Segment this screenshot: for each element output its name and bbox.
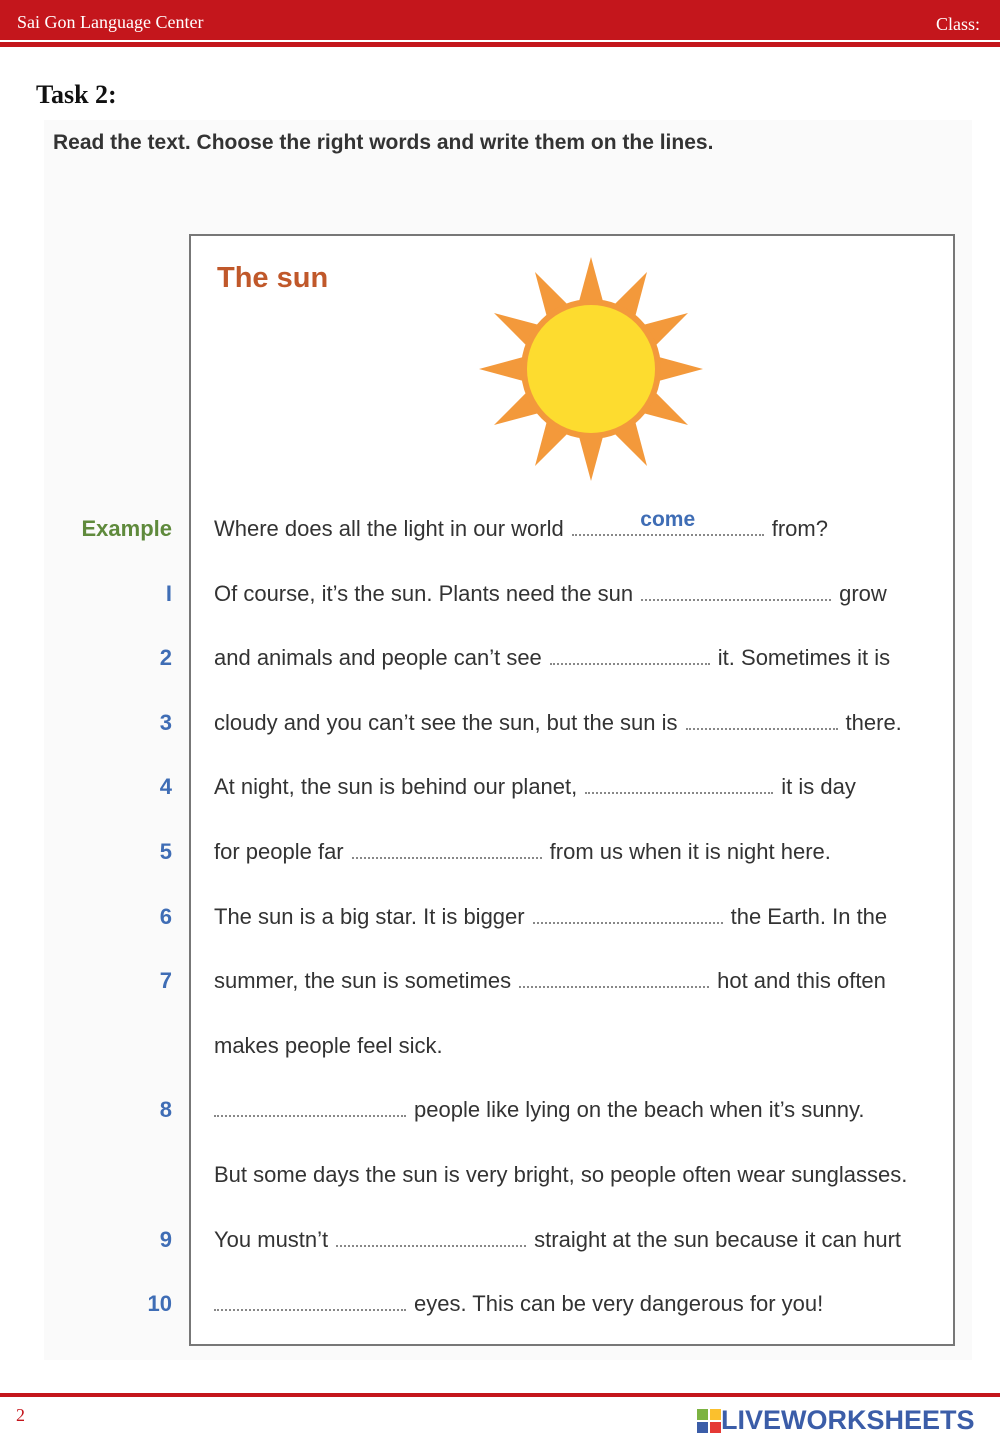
school-name: Sai Gon Language Center (17, 12, 204, 32)
line-number: 8 (159, 1097, 172, 1123)
answer-blank[interactable] (533, 904, 723, 924)
answer-blank[interactable] (214, 1291, 406, 1311)
text-after-gap: it. Sometimes it is (717, 645, 891, 671)
text-after-gap: hot and this often (717, 968, 886, 994)
text-after-gap: the Earth. In the (730, 903, 888, 929)
line-number: 7 (159, 968, 172, 994)
answer-blank[interactable] (585, 774, 773, 794)
text-after-gap: from? (771, 516, 828, 541)
line-text (214, 1162, 907, 1188)
answer-blank[interactable] (336, 1227, 526, 1247)
line-number: 10 (147, 1291, 172, 1317)
passage-line (0, 896, 1000, 936)
text-after-gap: people like lying on the beach when it’s sunny. (414, 1097, 865, 1123)
line-text (214, 1291, 823, 1317)
line-text (214, 508, 828, 542)
line-text (214, 968, 886, 994)
liveworksheets-logo-icon (697, 1409, 721, 1433)
line-text (214, 774, 856, 800)
passage-title: The sun (217, 262, 329, 294)
line-text (214, 1227, 901, 1253)
answer-blank[interactable] (641, 581, 831, 601)
passage-line (0, 508, 1000, 548)
text-before-gap: Of course, it’s the sun. Plants need the sun (214, 580, 634, 606)
line-number: 6 (159, 903, 172, 929)
text-before-gap: But some days the sun is very bright, so people often wear sunglasses. (214, 1162, 908, 1187)
passage-line (0, 1219, 1000, 1259)
passage-line (0, 1283, 1000, 1323)
text-before-gap: makes people feel sick. (214, 1032, 443, 1058)
page-header (0, 0, 1000, 40)
text-after-gap: eyes. This can be very dangerous for you! (414, 1291, 824, 1317)
passage-line (0, 1025, 1000, 1065)
text-after-gap: straight at the sun because it can hurt (534, 1226, 902, 1252)
line-number: 2 (159, 645, 172, 671)
line-text (214, 1033, 443, 1059)
text-before-gap: summer, the sun is sometimes (214, 968, 512, 994)
passage-line (0, 1154, 1000, 1194)
line-text (214, 839, 831, 865)
example-label: Example (81, 516, 172, 541)
line-number: 3 (159, 709, 172, 735)
page-number: 2 (16, 1405, 25, 1425)
passage-line (0, 637, 1000, 677)
text-before-gap: for people far (214, 839, 344, 864)
line-number: I (165, 580, 172, 606)
task-title: Task 2: (36, 80, 117, 109)
text-before-gap: At night, the sun is behind our planet, (214, 774, 578, 800)
text-after-gap: grow (839, 580, 887, 606)
header-divider (0, 42, 1000, 47)
passage-line (0, 960, 1000, 1000)
answer-blank[interactable] (686, 710, 838, 730)
line-text (214, 645, 890, 671)
text-before-gap: Where does all the light in our world (214, 516, 564, 541)
example-answer: come (640, 508, 696, 531)
example-answer-blank (572, 508, 764, 536)
line-number: 4 (159, 774, 172, 800)
passage-line (0, 766, 1000, 806)
passage-line (0, 1089, 1000, 1129)
brand-name: LIVEWORKSHEETS (721, 1405, 975, 1435)
answer-blank[interactable] (214, 1097, 406, 1117)
answer-blank[interactable] (352, 839, 542, 859)
sun-icon (476, 254, 706, 484)
answer-blank[interactable] (550, 645, 710, 665)
text-before-gap: You mustn’t (214, 1226, 329, 1252)
task-instruction: Read the text. Choose the right words and write them on the lines. (53, 131, 714, 154)
text-before-gap: cloudy and you can’t see the sun, but the sun is (214, 709, 678, 735)
line-text (214, 710, 902, 736)
line-text (214, 904, 887, 930)
passage-line (0, 702, 1000, 742)
text-after-gap: there. (845, 709, 902, 735)
passage-line (0, 831, 1000, 871)
line-text (214, 581, 887, 607)
answer-blank[interactable] (519, 968, 709, 988)
line-text (214, 1097, 864, 1123)
passage-line (0, 573, 1000, 613)
line-number: 9 (159, 1226, 172, 1252)
text-before-gap: The sun is a big star. It is bigger (214, 903, 525, 929)
line-number: 5 (159, 839, 172, 864)
text-before-gap: and animals and people can’t see (214, 645, 542, 671)
text-after-gap: it is day (781, 774, 856, 800)
footer-divider (0, 1393, 1000, 1397)
class-label: Class: (935, 14, 980, 34)
text-after-gap: from us when it is night here. (549, 839, 831, 864)
